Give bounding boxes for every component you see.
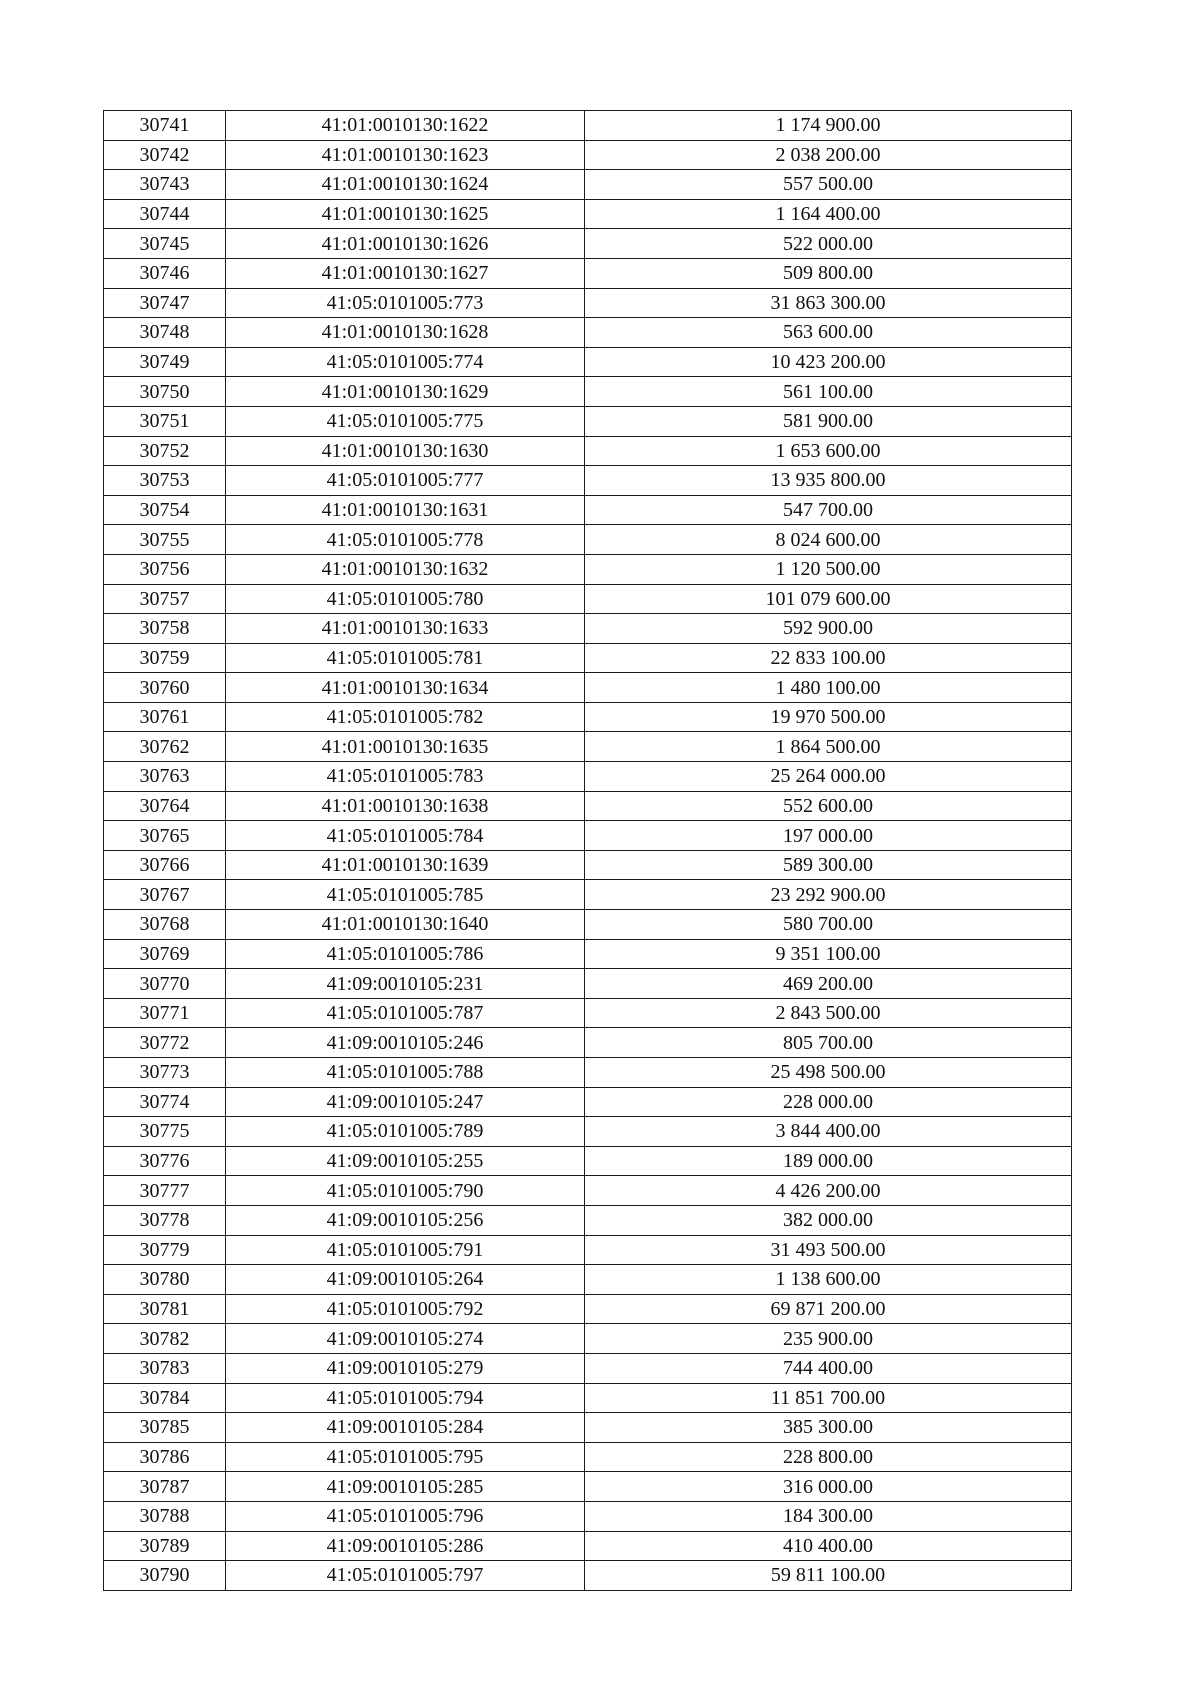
cadastral-number-cell: 41:05:0101005:785 [226,880,585,910]
cadastral-value-cell: 184 300.00 [585,1501,1072,1531]
row-number-cell: 30743 [104,170,226,200]
cadastral-number-cell: 41:01:0010130:1624 [226,170,585,200]
table-row [104,199,1072,229]
row-number-cell: 30778 [104,1205,226,1235]
row-number-cell: 30788 [104,1501,226,1531]
table-row [104,1028,1072,1058]
cadastral-value-cell: 2 843 500.00 [585,998,1072,1028]
row-number-cell: 30763 [104,762,226,792]
row-number-cell: 30765 [104,821,226,851]
table-row [104,1205,1072,1235]
cadastral-number-cell: 41:01:0010130:1623 [226,140,585,170]
cadastral-value-cell: 580 700.00 [585,910,1072,940]
cadastral-number-cell: 41:01:0010130:1632 [226,554,585,584]
table-row [104,732,1072,762]
table-row [104,495,1072,525]
row-number-cell: 30779 [104,1235,226,1265]
cadastral-value-cell: 197 000.00 [585,821,1072,851]
cadastral-value-cell: 589 300.00 [585,850,1072,880]
table-row [104,643,1072,673]
cadastral-value-cell: 316 000.00 [585,1472,1072,1502]
row-number-cell: 30773 [104,1058,226,1088]
table-row [104,466,1072,496]
table-row [104,1442,1072,1472]
table-row [104,614,1072,644]
table-row [104,1087,1072,1117]
cadastral-value-cell: 23 292 900.00 [585,880,1072,910]
row-number-cell: 30755 [104,525,226,555]
row-number-cell: 30776 [104,1146,226,1176]
table-row [104,998,1072,1028]
cadastral-number-cell: 41:05:0101005:783 [226,762,585,792]
row-number-cell: 30782 [104,1324,226,1354]
row-number-cell: 30760 [104,673,226,703]
row-number-cell: 30781 [104,1294,226,1324]
cadastral-value-cell: 31 493 500.00 [585,1235,1072,1265]
cadastral-number-cell: 41:05:0101005:789 [226,1117,585,1147]
row-number-cell: 30761 [104,702,226,732]
cadastral-number-cell: 41:01:0010130:1631 [226,495,585,525]
cadastral-value-cell: 744 400.00 [585,1353,1072,1383]
table-row [104,939,1072,969]
table-row [104,1501,1072,1531]
cadastral-number-cell: 41:01:0010130:1622 [226,111,585,141]
cadastral-number-cell: 41:05:0101005:786 [226,939,585,969]
table-row [104,1058,1072,1088]
table-body [104,111,1072,1591]
row-number-cell: 30762 [104,732,226,762]
cadastral-value-cell: 228 000.00 [585,1087,1072,1117]
table-row [104,318,1072,348]
cadastral-value-cell: 8 024 600.00 [585,525,1072,555]
table-row [104,1324,1072,1354]
cadastral-number-cell: 41:05:0101005:787 [226,998,585,1028]
cadastral-value-cell: 469 200.00 [585,969,1072,999]
row-number-cell: 30790 [104,1561,226,1591]
cadastral-number-cell: 41:05:0101005:792 [226,1294,585,1324]
cadastral-number-cell: 41:09:0010105:231 [226,969,585,999]
cadastral-value-cell: 235 900.00 [585,1324,1072,1354]
cadastral-number-cell: 41:05:0101005:797 [226,1561,585,1591]
table-row [104,969,1072,999]
row-number-cell: 30777 [104,1176,226,1206]
table-row [104,1146,1072,1176]
cadastral-value-cell: 509 800.00 [585,258,1072,288]
table-row [104,1531,1072,1561]
row-number-cell: 30787 [104,1472,226,1502]
cadastral-number-cell: 41:05:0101005:774 [226,347,585,377]
cadastral-number-cell: 41:05:0101005:796 [226,1501,585,1531]
cadastral-number-cell: 41:01:0010130:1638 [226,791,585,821]
cadastral-number-cell: 41:01:0010130:1628 [226,318,585,348]
row-number-cell: 30756 [104,554,226,584]
cadastral-value-cell: 189 000.00 [585,1146,1072,1176]
cadastral-number-cell: 41:01:0010130:1640 [226,910,585,940]
row-number-cell: 30757 [104,584,226,614]
cadastral-value-cell: 1 864 500.00 [585,732,1072,762]
cadastral-number-cell: 41:09:0010105:274 [226,1324,585,1354]
cadastral-value-cell: 2 038 200.00 [585,140,1072,170]
cadastral-number-cell: 41:05:0101005:781 [226,643,585,673]
cadastral-value-cell: 69 871 200.00 [585,1294,1072,1324]
cadastral-value-cell: 13 935 800.00 [585,466,1072,496]
table-row [104,1413,1072,1443]
row-number-cell: 30751 [104,406,226,436]
cadastral-number-cell: 41:09:0010105:264 [226,1265,585,1295]
cadastral-value-cell: 25 264 000.00 [585,762,1072,792]
table-row [104,821,1072,851]
cadastral-number-cell: 41:05:0101005:782 [226,702,585,732]
table-row [104,1561,1072,1591]
table-row [104,111,1072,141]
cadastral-value-cell: 11 851 700.00 [585,1383,1072,1413]
row-number-cell: 30770 [104,969,226,999]
table-row [104,850,1072,880]
cadastral-number-cell: 41:05:0101005:777 [226,466,585,496]
cadastral-value-cell: 1 653 600.00 [585,436,1072,466]
cadastral-value-cell: 10 423 200.00 [585,347,1072,377]
table-row [104,880,1072,910]
table-row [104,1176,1072,1206]
cadastral-value-cell: 552 600.00 [585,791,1072,821]
cadastral-value-cell: 228 800.00 [585,1442,1072,1472]
cadastral-value-cell: 1 138 600.00 [585,1265,1072,1295]
cadastral-value-cell: 25 498 500.00 [585,1058,1072,1088]
table-row [104,525,1072,555]
cadastral-number-cell: 41:05:0101005:795 [226,1442,585,1472]
cadastral-value-cell: 382 000.00 [585,1205,1072,1235]
cadastral-value-cell: 9 351 100.00 [585,939,1072,969]
row-number-cell: 30741 [104,111,226,141]
cadastral-value-cell: 557 500.00 [585,170,1072,200]
row-number-cell: 30780 [104,1265,226,1295]
cadastral-value-cell: 4 426 200.00 [585,1176,1072,1206]
row-number-cell: 30768 [104,910,226,940]
table-row [104,910,1072,940]
cadastral-value-cell: 561 100.00 [585,377,1072,407]
table-row [104,406,1072,436]
row-number-cell: 30783 [104,1353,226,1383]
table-row [104,1265,1072,1295]
table-row [104,1472,1072,1502]
row-number-cell: 30750 [104,377,226,407]
cadastral-value-cell: 22 833 100.00 [585,643,1072,673]
row-number-cell: 30767 [104,880,226,910]
cadastral-number-cell: 41:05:0101005:780 [226,584,585,614]
cadastral-number-cell: 41:05:0101005:775 [226,406,585,436]
row-number-cell: 30752 [104,436,226,466]
table-row [104,1294,1072,1324]
table-row [104,347,1072,377]
row-number-cell: 30746 [104,258,226,288]
cadastral-number-cell: 41:09:0010105:285 [226,1472,585,1502]
row-number-cell: 30753 [104,466,226,496]
table-row [104,1353,1072,1383]
cadastral-number-cell: 41:05:0101005:788 [226,1058,585,1088]
table-row [104,584,1072,614]
cadastral-number-cell: 41:01:0010130:1630 [226,436,585,466]
row-number-cell: 30764 [104,791,226,821]
cadastral-number-cell: 41:09:0010105:286 [226,1531,585,1561]
row-number-cell: 30769 [104,939,226,969]
cadastral-number-cell: 41:09:0010105:255 [226,1146,585,1176]
cadastral-number-cell: 41:09:0010105:279 [226,1353,585,1383]
table-row [104,436,1072,466]
cadastral-number-cell: 41:05:0101005:784 [226,821,585,851]
row-number-cell: 30759 [104,643,226,673]
table-row [104,554,1072,584]
cadastral-value-cell: 410 400.00 [585,1531,1072,1561]
row-number-cell: 30774 [104,1087,226,1117]
cadastral-value-cell: 31 863 300.00 [585,288,1072,318]
table-row [104,1235,1072,1265]
row-number-cell: 30771 [104,998,226,1028]
cadastral-number-cell: 41:09:0010105:284 [226,1413,585,1443]
cadastral-value-cell: 563 600.00 [585,318,1072,348]
cadastral-value-cell: 1 120 500.00 [585,554,1072,584]
row-number-cell: 30786 [104,1442,226,1472]
cadastral-value-cell: 592 900.00 [585,614,1072,644]
row-number-cell: 30766 [104,850,226,880]
cadastral-number-cell: 41:05:0101005:778 [226,525,585,555]
table-row [104,140,1072,170]
cadastral-number-cell: 41:01:0010130:1626 [226,229,585,259]
row-number-cell: 30754 [104,495,226,525]
cadastral-number-cell: 41:09:0010105:246 [226,1028,585,1058]
table-row [104,229,1072,259]
cadastral-number-cell: 41:09:0010105:247 [226,1087,585,1117]
cadastral-value-cell: 101 079 600.00 [585,584,1072,614]
cadastral-value-cell: 547 700.00 [585,495,1072,525]
row-number-cell: 30748 [104,318,226,348]
table-row [104,791,1072,821]
row-number-cell: 30772 [104,1028,226,1058]
cadastral-value-cell: 59 811 100.00 [585,1561,1072,1591]
cadastral-value-cell: 385 300.00 [585,1413,1072,1443]
row-number-cell: 30784 [104,1383,226,1413]
cadastral-number-cell: 41:09:0010105:256 [226,1205,585,1235]
table-row [104,377,1072,407]
cadastral-number-cell: 41:01:0010130:1627 [226,258,585,288]
cadastral-value-cell: 3 844 400.00 [585,1117,1072,1147]
cadastral-number-cell: 41:01:0010130:1625 [226,199,585,229]
cadastral-number-cell: 41:01:0010130:1629 [226,377,585,407]
cadastral-number-cell: 41:01:0010130:1639 [226,850,585,880]
row-number-cell: 30749 [104,347,226,377]
table-row [104,1383,1072,1413]
cadastral-value-cell: 1 174 900.00 [585,111,1072,141]
cadastral-value-cell: 522 000.00 [585,229,1072,259]
row-number-cell: 30742 [104,140,226,170]
cadastral-number-cell: 41:05:0101005:790 [226,1176,585,1206]
table-row [104,1117,1072,1147]
table-row [104,170,1072,200]
cadastral-number-cell: 41:01:0010130:1634 [226,673,585,703]
cadastral-number-cell: 41:05:0101005:791 [226,1235,585,1265]
cadastral-number-cell: 41:05:0101005:794 [226,1383,585,1413]
cadastral-number-cell: 41:05:0101005:773 [226,288,585,318]
row-number-cell: 30747 [104,288,226,318]
row-number-cell: 30789 [104,1531,226,1561]
cadastral-value-cell: 805 700.00 [585,1028,1072,1058]
table-row [104,762,1072,792]
table-row [104,288,1072,318]
cadastral-value-table [103,110,1072,1591]
row-number-cell: 30758 [104,614,226,644]
row-number-cell: 30744 [104,199,226,229]
row-number-cell: 30745 [104,229,226,259]
cadastral-value-cell: 1 164 400.00 [585,199,1072,229]
table-row [104,258,1072,288]
cadastral-value-cell: 19 970 500.00 [585,702,1072,732]
cadastral-value-cell: 1 480 100.00 [585,673,1072,703]
table-row [104,702,1072,732]
row-number-cell: 30775 [104,1117,226,1147]
table-row [104,673,1072,703]
cadastral-value-cell: 581 900.00 [585,406,1072,436]
cadastral-number-cell: 41:01:0010130:1633 [226,614,585,644]
row-number-cell: 30785 [104,1413,226,1443]
cadastral-number-cell: 41:01:0010130:1635 [226,732,585,762]
